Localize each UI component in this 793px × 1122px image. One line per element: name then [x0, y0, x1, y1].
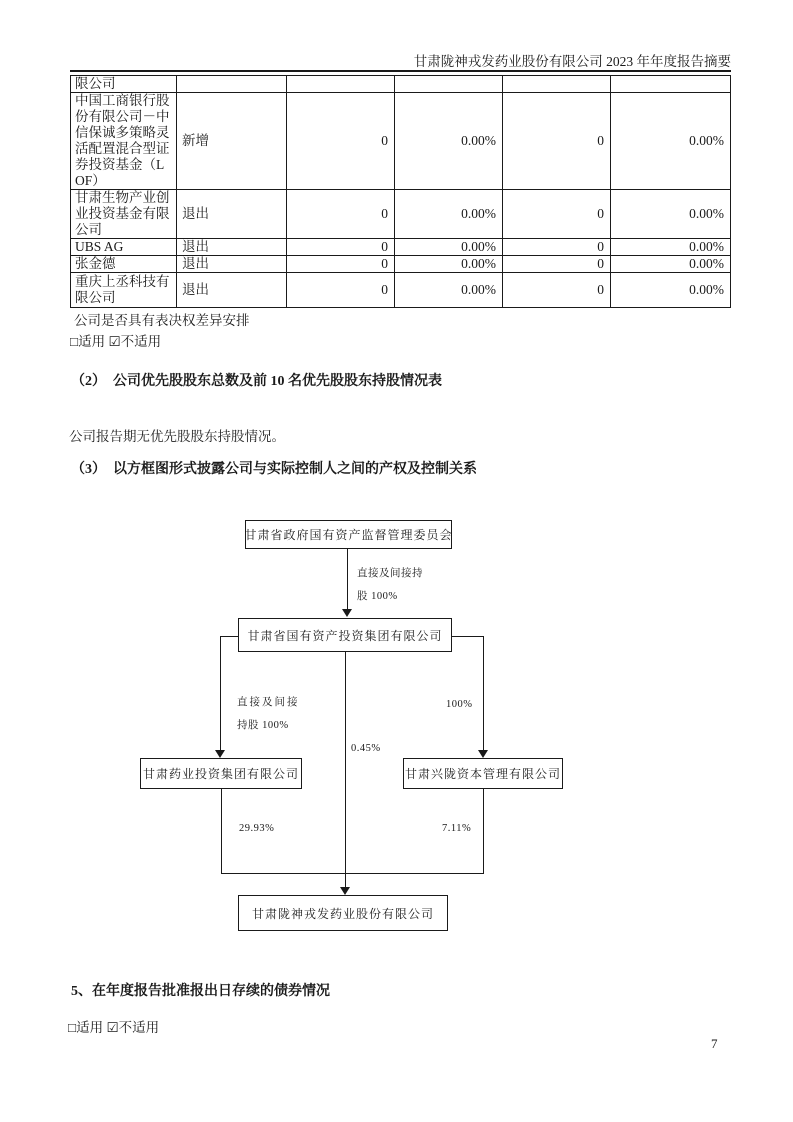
value-cell: 0	[287, 256, 395, 273]
connector-center-vertical	[345, 651, 346, 888]
value-cell: 0	[503, 256, 611, 273]
company-name-cell: 张金德	[71, 256, 177, 273]
percent-cell: 0.00%	[611, 273, 731, 308]
value-cell: 0	[503, 239, 611, 256]
change-cell: 新增	[177, 93, 287, 190]
company-name-cell: 甘肃生物产业创业投资基金有限公司	[71, 190, 177, 239]
percent-cell: 0.00%	[395, 273, 503, 308]
preferred-shares-note: 公司报告期无优先股股东持股情况。	[69, 429, 285, 444]
value-cell: 0	[503, 93, 611, 190]
section-heading-5: 5、在年度报告批准报出日存续的债券情况	[71, 984, 330, 999]
percent-cell: 0.00%	[611, 93, 731, 190]
percent-cell: 0.00%	[611, 190, 731, 239]
applicability-line: □适用 ☑不适用	[68, 1020, 160, 1035]
connector-right-stub	[451, 636, 484, 637]
arrowhead-down-icon	[340, 887, 350, 895]
value-cell: 0	[503, 273, 611, 308]
percent-cell: 0.00%	[611, 239, 731, 256]
arrowhead-down-icon	[342, 609, 352, 617]
company-name-cell: UBS AG	[71, 239, 177, 256]
org-box-label: 甘肃兴陇资本管理有限公司	[404, 767, 561, 781]
connector-horizontal-merge	[221, 873, 484, 874]
org-box-xinglong-capital	[403, 758, 563, 789]
arrowhead-down-icon	[215, 750, 225, 758]
org-box-label: 甘肃药业投资集团有限公司	[142, 767, 299, 781]
company-name-cell: 限公司	[71, 76, 177, 93]
edge-label-left-2: 持股 100%	[237, 720, 289, 731]
org-box-state-invest-group	[238, 618, 452, 652]
edge-label-top-2: 股 100%	[357, 591, 398, 602]
page-header-title: 甘肃陇神戎发药业股份有限公司 2023 年年度报告摘要	[413, 54, 731, 69]
connector-top-vertical	[347, 548, 348, 610]
page-number: 7	[711, 1036, 718, 1051]
company-name-cell: 重庆上丞科技有限公司	[71, 273, 177, 308]
org-box-label: 甘肃省国有资产投资集团有限公司	[247, 628, 443, 643]
connector-left-stub	[220, 636, 239, 637]
voting-rights-note: 公司是否具有表决权差异安排	[74, 313, 250, 328]
org-box-sasac	[245, 520, 452, 549]
value-cell: 0	[287, 239, 395, 256]
org-box-listed-company	[238, 895, 448, 931]
change-cell: 退出	[177, 190, 287, 239]
change-cell: 退出	[177, 256, 287, 273]
edge-label-left-1: 直接及间接	[237, 697, 300, 708]
section-heading-2: （2） 公司优先股股东总数及前 10 名优先股股东持股情况表	[71, 374, 442, 389]
value-cell: 0	[287, 273, 395, 308]
section-heading-3: （3） 以方框图形式披露公司与实际控制人之间的产权及控制关系	[71, 462, 477, 477]
percent-cell: 0.00%	[395, 239, 503, 256]
org-box-pharma-invest-group	[140, 758, 302, 789]
company-name-cell: 中国工商银行股份有限公司－中信保诚多策略灵活配置混合型证券投资基金（LOF）	[71, 93, 177, 190]
edge-label-top-1: 直接及间接持	[357, 568, 423, 579]
connector-left-vertical	[220, 636, 221, 751]
org-box-label: 甘肃省政府国有资产监督管理委员会	[244, 528, 453, 542]
value-cell: 0	[287, 190, 395, 239]
connector-right-vertical	[483, 636, 484, 751]
edge-label-right-lower-pct: 7.11%	[442, 823, 472, 834]
percent-cell: 0.00%	[395, 93, 503, 190]
value-cell: 0	[503, 190, 611, 239]
percent-cell: 0.00%	[395, 256, 503, 273]
percent-cell: 0.00%	[611, 256, 731, 273]
value-cell: 0	[287, 93, 395, 190]
applicability-line: □适用 ☑不适用	[70, 334, 162, 349]
edge-label-left-lower-pct: 29.93%	[239, 823, 275, 834]
edge-label-center-pct: 0.45%	[351, 743, 381, 754]
edge-label-right-pct: 100%	[446, 699, 473, 710]
connector-left-lower-vertical	[221, 788, 222, 874]
change-cell: 退出	[177, 273, 287, 308]
arrowhead-down-icon	[478, 750, 488, 758]
percent-cell: 0.00%	[395, 190, 503, 239]
change-cell: 退出	[177, 239, 287, 256]
org-box-label: 甘肃陇神戎发药业股份有限公司	[251, 906, 434, 921]
connector-right-lower-vertical	[483, 788, 484, 874]
